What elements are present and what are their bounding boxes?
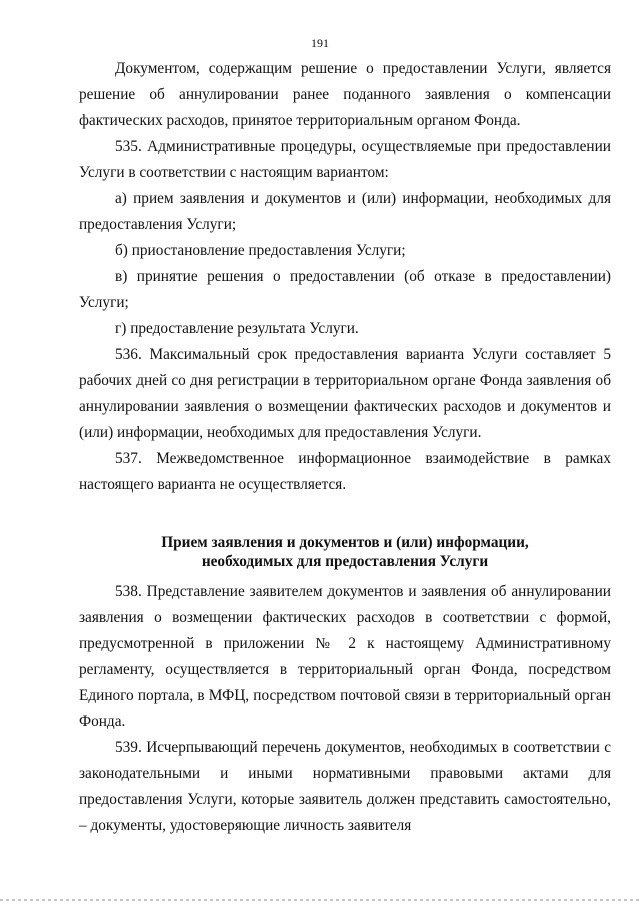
- section-heading-line-1: Прием заявления и документов и (или) информации,: [161, 534, 529, 551]
- list-item-a: а) прием заявления и документов и (или) информации, необходимых для предоставления Услуги;: [79, 190, 611, 233]
- paragraph-538: 538. Представление заявителем документов и заявления об аннулировании заявления о возмещении фактических расходов в соответствии с формой, предусмотренной в приложении № 2 к настоящему Административному регламенту, осуществляется в территориальный орган Фонда, посредством Единого портала, в МФЦ, посредством почтовой связи в территориальный орган Фонда.: [79, 583, 611, 730]
- paragraph-539: 539. Исчерпывающий перечень документов, необходимых в соответствии с законодательными и иными нормативными правовыми актами для предоставления Услуги, которые заявитель должен представить самостоятельно, – документы, удостоверяющие личность заявителя: [79, 739, 611, 834]
- list-item-v: в) принятие решения о предоставлении (об отказе в предоставлении) Услуги;: [79, 268, 611, 311]
- paragraph-535: 535. Административные процедуры, осуществляемые при предоставлении Услуги в соответствии с настоящим вариантом:: [79, 138, 611, 181]
- paragraph-536: 536. Максимальный срок предоставления варианта Услуги составляет 5 рабочих дней со дня регистрации в территориальном органе Фонда заявления об аннулировании заявления о возмещении фактических расходов и документов и (или) информации, необходимых для предоставления Услуги.: [79, 346, 611, 441]
- list-item-b: б) приостановление предоставления Услуги;: [115, 242, 406, 259]
- paragraph-537: 537. Межведомственное информационное взаимодействие в рамках настоящего варианта не осуществляется.: [79, 450, 611, 493]
- document-body: [79, 56, 611, 839]
- page-number: 191: [311, 36, 329, 50]
- list-item-g: г) предоставление результата Услуги.: [115, 320, 359, 337]
- section-heading-line-2: необходимых для предоставления Услуги: [201, 553, 489, 570]
- section-heading: [79, 533, 611, 571]
- scan-edge-line: [0, 899, 640, 901]
- paragraph-decision-document: Документом, содержащим решение о предоставлении Услуги, является решение об аннулировании ранее поданного заявления о компенсации фактических расходов, принятое территориальным органом Фонда.: [79, 60, 611, 129]
